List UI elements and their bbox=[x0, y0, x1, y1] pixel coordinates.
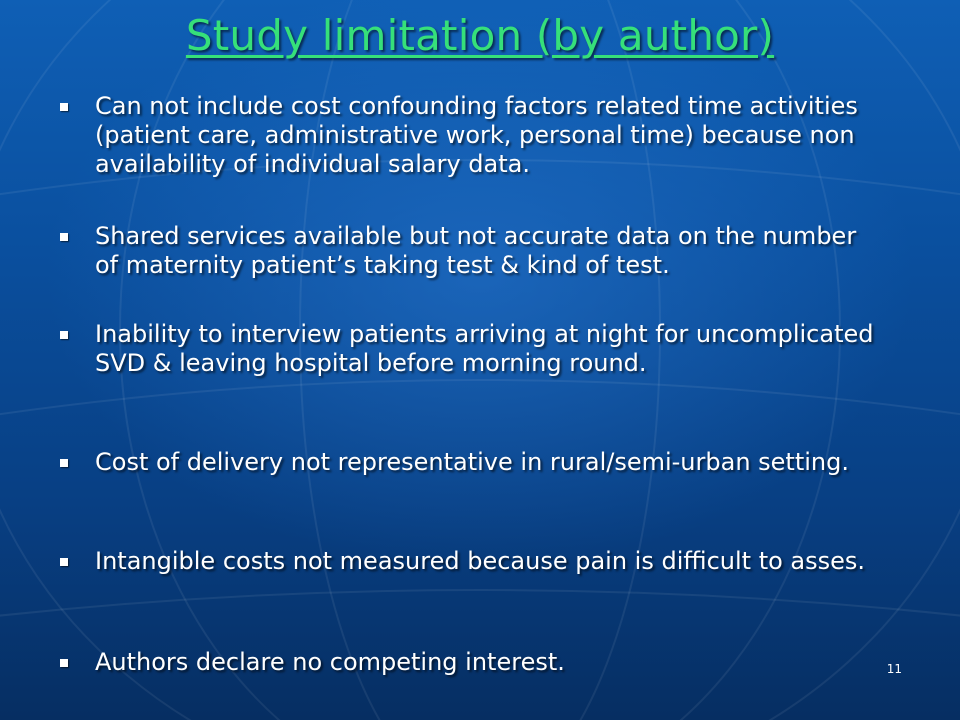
square-bullet-icon bbox=[60, 558, 68, 566]
slide-title: Study limitation (by author) bbox=[185, 11, 775, 60]
bullet-item bbox=[56, 448, 886, 477]
bullet-text: Authors declare no competing interest. bbox=[95, 648, 565, 676]
square-bullet-icon bbox=[60, 103, 68, 111]
bullet-item bbox=[56, 320, 886, 378]
square-bullet-icon bbox=[60, 459, 68, 467]
page-number: 11 bbox=[886, 662, 902, 676]
bullet-item bbox=[56, 222, 886, 280]
bullet-text: Can not include cost confounding factors related time activities (patient care, administrative work, personal time) because non availability of individual salary data. bbox=[95, 92, 858, 178]
bullet-text: Cost of delivery not representative in rural/semi-urban setting. bbox=[95, 448, 849, 476]
square-bullet-icon bbox=[60, 233, 68, 241]
bullet-item bbox=[56, 547, 886, 576]
bullet-text: Intangible costs not measured because pain is difficult to asses. bbox=[95, 547, 866, 575]
square-bullet-icon bbox=[60, 659, 68, 667]
square-bullet-icon bbox=[60, 331, 68, 339]
bullet-item bbox=[56, 92, 886, 179]
bullet-text: Inability to interview patients arriving at night for uncomplicated SVD & leaving hospital before morning round. bbox=[95, 320, 874, 377]
bullet-text: Shared services available but not accurate data on the number of maternity patient’s taking test & kind of test. bbox=[95, 222, 857, 279]
bullet-item bbox=[56, 648, 886, 677]
